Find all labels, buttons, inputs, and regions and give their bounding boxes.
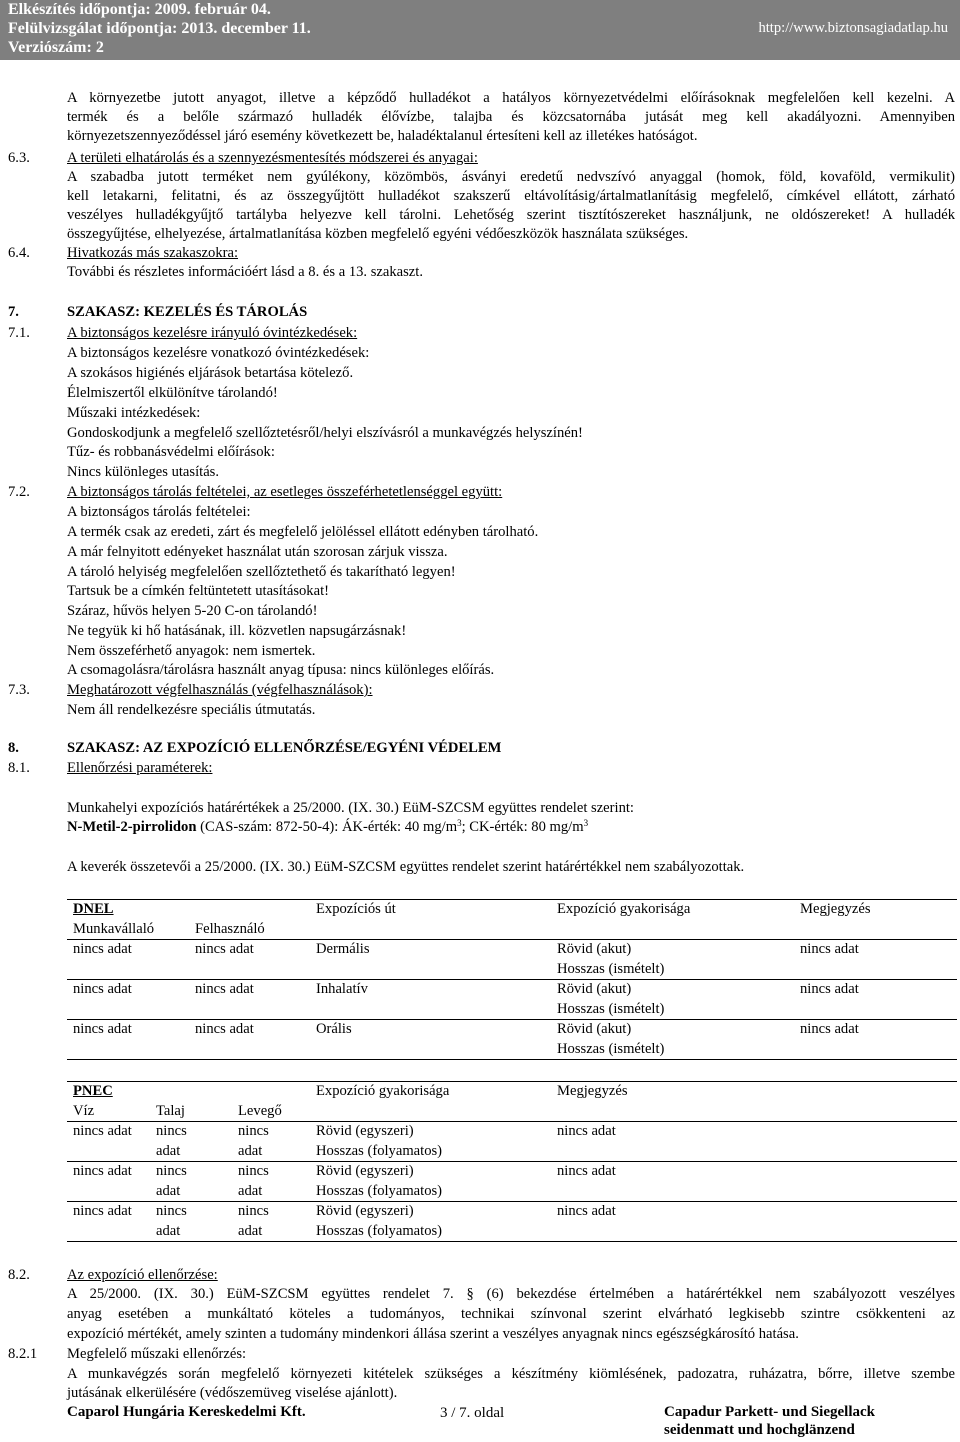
table-cell: nincs adat — [73, 941, 132, 957]
footer-page-number: 3 / 7. oldal — [440, 1405, 505, 1421]
footer-company: Caparol Hungária Kereskedelmi Kft. — [67, 1404, 306, 1420]
table-cell: Rövid (egyszeri) — [316, 1163, 414, 1179]
table-cell: nincs — [156, 1163, 187, 1179]
pnec-title: PNEC — [73, 1083, 113, 1099]
body-line: A szabadba jutott terméket nem gyúlékony, közömbös, ásványi eredetű nedvszívó anyaggal (homok, föld, kovaföld, vermikulit) — [67, 169, 955, 185]
footer-product-line2: seidenmatt und hochglänzend — [664, 1422, 855, 1438]
limits-line: N-Metil-2-pirrolidon (CAS-szám: 872-50-4): ÁK-érték: 40 $mg/m^3$; CK-érték: 80 $mg/m^3$ — [67, 818, 589, 835]
body-line: Nem összeférhető anyagok: nem ismertek. — [67, 643, 316, 659]
body-line: Nincs különleges utasítás. — [67, 464, 219, 480]
version-number: Verziószám: 2 — [8, 39, 104, 56]
section-number: 6.3. — [8, 150, 30, 166]
table-cell: Hosszas (ismételt) — [557, 1041, 665, 1057]
table-cell: nincs — [238, 1163, 269, 1179]
body-line: Száraz, hűvös helyen 5-20 C-on tárolandó! — [67, 603, 318, 619]
pnec-header-water: Víz — [73, 1103, 95, 1119]
body-line: jutásának elkerülésére (védőszemüveg viselése ajánlott). — [67, 1385, 398, 1401]
table-cell: nincs adat — [195, 941, 254, 957]
table-cell: Inhalatív — [316, 981, 368, 997]
dnel-header-worker: Munkavállaló — [73, 921, 155, 937]
body-line: További és részletes információért lásd a 8. és a 13. szakaszt. — [67, 264, 423, 280]
body-line: A biztonságos tárolás feltételei: — [67, 504, 251, 520]
table-cell: nincs — [156, 1123, 187, 1139]
table-cell: Hosszas (folyamatos) — [316, 1183, 443, 1199]
table-cell: nincs adat — [73, 1021, 132, 1037]
section-title: A biztonságos tárolás feltételei, az esetleges összeférhetetlenséggel együtt: — [67, 484, 503, 500]
table-cell: nincs adat — [73, 1163, 132, 1179]
table-cell: nincs adat — [800, 941, 859, 957]
table-cell: nincs — [238, 1123, 269, 1139]
header-url[interactable]: http://www.biztonsagiadatlap.hu — [758, 20, 948, 36]
table-cell: nincs adat — [195, 981, 254, 997]
section-number: 8.2. — [8, 1267, 30, 1283]
body-line: veszélyes hulladékgyűjtő tartályba helyezve kell tárolni. Lehetőség szerint tisztítószereket használjunk, ne oldószereket! A hulladék — [67, 207, 955, 223]
table-cell: Hosszas (folyamatos) — [316, 1143, 443, 1159]
table-cell: adat — [156, 1223, 181, 1239]
body-line: A biztonságos kezelésre vonatkozó óvintézkedések: — [67, 345, 370, 361]
body-line: Élelmiszertől elkülönítve tárolandó! — [67, 385, 278, 401]
dnel-header-frequency: Expozíció gyakorisága — [557, 901, 691, 917]
body-line: kell letakarni, felitatni, és az összegyűjtött hulladékot szakszerű eltávolításig/ártalmatlanításig megfelelő, címkével ellátott, zárható — [67, 188, 955, 204]
section-number: 8.1. — [8, 760, 30, 776]
dnel-header-route: Expozíciós út — [316, 901, 396, 917]
section-title: Meghatározott végfelhasználás (végfelhasználások): — [67, 682, 373, 698]
body-line: A már felnyitott edényeket használat után szorosan zárjuk vissza. — [67, 544, 448, 560]
table-cell: nincs adat — [73, 1203, 132, 1219]
table-cell: nincs adat — [195, 1021, 254, 1037]
table-cell: Hosszas (ismételt) — [557, 961, 665, 977]
intro-line: termék és a belőle származó hulladék élővízbe, talajba és közcsatornába jutását meg kell akadályozni. Amennyiben — [67, 109, 955, 125]
dnel-title: DNEL — [73, 901, 114, 917]
table-cell: Hosszas (folyamatos) — [316, 1223, 443, 1239]
body-line: Tűz- és robbanásvédelmi előírások: — [67, 444, 275, 460]
section-number: 8. — [8, 740, 19, 756]
table-cell: nincs — [238, 1203, 269, 1219]
table-cell: Rövid (akut) — [557, 1021, 632, 1037]
section-title: A területi elhatárolás és a szennyezésmentesítés módszerei és anyagai: — [67, 150, 478, 166]
table-cell: nincs adat — [557, 1163, 616, 1179]
body-line: A munkavégzés során megfelelő környezeti kitételek szükséges a készítmény kiömlésének, padozatra, ruházatra, bőrre, illetve szembe — [67, 1366, 955, 1382]
mixture-note: A keverék összetevői a 25/2000. (IX. 30.) EüM-SZCSM együttes rendelet szerint határértékkel nem szabályozottak. — [67, 859, 745, 875]
section-title: Megfelelő műszaki ellenőrzés: — [67, 1346, 247, 1362]
section-heading: SZAKASZ: KEZELÉS ÉS TÁROLÁS — [67, 304, 308, 320]
section-title: Ellenőrzési paraméterek: — [67, 760, 213, 776]
table-cell: nincs — [156, 1203, 187, 1219]
limits-intro: Munkahelyi expozíciós határértékek a 25/2000. (IX. 30.) EüM-SZCSM együttes rendelet szerint: — [67, 800, 634, 816]
table-cell: adat — [238, 1183, 263, 1199]
section-number: 7.2. — [8, 484, 30, 500]
intro-line: környezetszennyeződéssel járó esemény következett be, haladéktalanul értesíteni kell az illetékes hatóságot. — [67, 128, 698, 144]
body-line: A tároló helyiség megfelelően szellőztethető és takarítható legyen! — [67, 564, 456, 580]
prepared-date: Elkészítés időpontja: 2009. február 04. — [8, 1, 271, 18]
table-cell: adat — [238, 1223, 263, 1239]
body-line: Tartsuk be a címkén feltüntetett utasításokat! — [67, 583, 329, 599]
table-cell: Rövid (akut) — [557, 941, 632, 957]
table-cell: adat — [238, 1143, 263, 1159]
pnec-header-soil: Talaj — [156, 1103, 185, 1119]
section-number: 7. — [8, 304, 19, 320]
body-line: A csomagolásra/tárolásra használt anyag típusa: nincs különleges előírás. — [67, 662, 495, 678]
intro-line: A környezetbe jutott anyagot, illetve a képződő hulladékot a hatályos környezetvédelmi előírásoknak megfelelően kell kezelni. A — [67, 90, 955, 106]
table-cell: nincs adat — [800, 981, 859, 997]
table-cell: adat — [156, 1183, 181, 1199]
table-cell: Rövid (egyszeri) — [316, 1123, 414, 1139]
body-line: A szokásos higiénés eljárások betartása kötelező. — [67, 365, 354, 381]
body-line: összegyűjtése, elhelyezése, ártalmatlanítása közben megfelelő egyéni védőeszközök használata szükséges. — [67, 226, 689, 242]
dnel-header-user: Felhasználó — [195, 921, 265, 937]
section-heading: SZAKASZ: AZ EXPOZÍCIÓ ELLENŐRZÉSE/EGYÉNI VÉDELEM — [67, 740, 502, 756]
body-line: expozíció mértékét, amely szinten a tudomány mindenkori állása szerint a veszélyes anyagnak nincs egészségkárosító hatása. — [67, 1326, 799, 1342]
table-cell: nincs adat — [73, 1123, 132, 1139]
section-title: Az expozíció ellenőrzése: — [67, 1267, 218, 1283]
table-cell: Rövid (egyszeri) — [316, 1203, 414, 1219]
body-line: Gondoskodjunk a megfelelő szellőztetésről/helyi elszívásról a munkavégzés helyszínén! — [67, 425, 583, 441]
pnec-header-air: Levegő — [238, 1103, 282, 1119]
table-cell: nincs adat — [557, 1123, 616, 1139]
pnec-header-note: Megjegyzés — [557, 1083, 628, 1099]
header-meta — [8, 0, 311, 57]
document-header — [0, 0, 960, 60]
section-number: 6.4. — [8, 245, 30, 261]
section-title: Hivatkozás más szakaszokra: — [67, 245, 239, 261]
section-number: 8.2.1 — [8, 1346, 38, 1362]
body-line: Nem áll rendelkezésre speciális útmutatás. — [67, 702, 316, 718]
table-cell: adat — [156, 1143, 181, 1159]
table-cell: nincs adat — [800, 1021, 859, 1037]
body-line: anyag esetében a munkáltató köteles a tudományos, technikai színvonal szerint elvárható legkisebb szintre csökkenteni az — [67, 1306, 955, 1322]
section-number: 7.1. — [8, 325, 30, 341]
body-line: A 25/2000. (IX. 30.) EüM-SZCSM együttes rendelet 7. § (6) bekezdése értelmében a határértékkel nem szabályozott veszélyes — [67, 1286, 955, 1302]
section-number: 7.3. — [8, 682, 30, 698]
table-cell: nincs adat — [557, 1203, 616, 1219]
revised-date: Felülvizsgálat időpontja: 2013. december 11. — [8, 20, 311, 37]
table-cell: nincs adat — [73, 981, 132, 997]
table-cell: Rövid (akut) — [557, 981, 632, 997]
footer-product-line1: Capadur Parkett- und Siegellack — [664, 1404, 875, 1420]
section-title: A biztonságos kezelésre irányuló óvintézkedések: — [67, 325, 358, 341]
body-line: A termék csak az eredeti, zárt és megfelelő jelöléssel ellátott edényben tárolható. — [67, 524, 539, 540]
dnel-header-note: Megjegyzés — [800, 901, 871, 917]
pnec-header-frequency: Expozíció gyakorisága — [316, 1083, 450, 1099]
table-cell: Hosszas (ismételt) — [557, 1001, 665, 1017]
table-cell: Dermális — [316, 941, 370, 957]
body-line: Műszaki intézkedések: — [67, 405, 201, 421]
table-cell: Orális — [316, 1021, 352, 1037]
body-line: Ne tegyük ki hő hatásának, ill. közvetlen napsugárzásnak! — [67, 623, 407, 639]
substance-name: N-Metil-2-pirrolidon — [67, 819, 197, 835]
